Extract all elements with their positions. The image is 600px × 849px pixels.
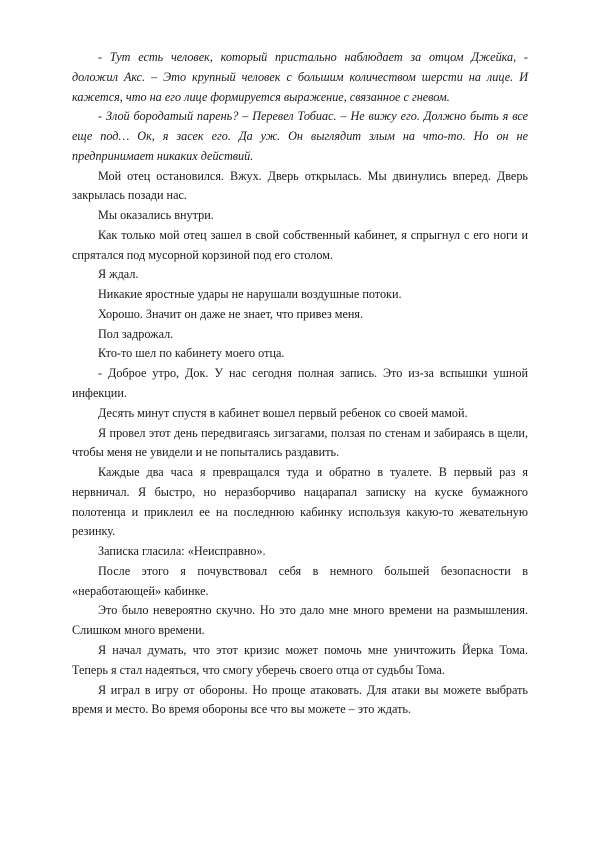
paragraph: Записка гласила: «Неисправно». bbox=[98, 544, 266, 559]
paragraph: Я начал думать, что этот кризис может помочь мне уничтожить Йерка Тома. Теперь я стал надеяться, что смогу уберечь своего отца от судьбы Тома. bbox=[72, 642, 528, 677]
paragraph: - Доброе утро, Док. У нас сегодня полная запись. Это из-за вспышки ушной инфекции. bbox=[72, 366, 528, 401]
paragraph: Я провел этот день передвигаясь зигзагами, ползая по стенам и забираясь в щели, чтобы меня не увидели и не попытались раздавить. bbox=[72, 425, 528, 460]
paragraph: Кто-то шел по кабинету моего отца. bbox=[98, 346, 285, 361]
paragraph: - Злой бородатый парень? – Перевел Тобиас. – Не вижу его. Должно быть я все еще под… Ок, я засек его. Да уж. Он выглядит злым на что-то. Но он не предпринимает никаких действий. bbox=[72, 109, 528, 163]
paragraph: Каждые два часа я превращался туда и обратно в туалете. В первый раз я нервничал. Я быстро, но неразборчиво нацарапал записку на куске бумажного полотенца и приклеил ее на последнюю кабинку используя какую-то жевательную резинку. bbox=[72, 465, 528, 539]
paragraph: Хорошо. Значит он даже не знает, что привез меня. bbox=[98, 306, 364, 321]
document-body bbox=[72, 48, 528, 720]
paragraph: Я играл в игру от обороны. Но проще атаковать. Для атаки вы можете выбрать время и место. Во время обороны все что вы можете – это ждать. bbox=[72, 682, 528, 717]
paragraph: Я ждал. bbox=[98, 267, 139, 282]
paragraph: Пол задрожал. bbox=[98, 326, 174, 341]
paragraph: Как только мой отец зашел в свой собственный кабинет, я спрыгнул с его ноги и спрятался под мусорной корзиной под его столом. bbox=[72, 227, 528, 262]
paragraph: Десять минут спустя в кабинет вошел первый ребенок со своей мамой. bbox=[98, 405, 468, 420]
paragraph: Это было невероятно скучно. Но это дало мне много времени на размышления. Слишком много времени. bbox=[72, 603, 528, 638]
paragraph: Никакие яростные удары не нарушали воздушные потоки. bbox=[98, 287, 402, 302]
paragraph: - Тут есть человек, который пристально наблюдает за отцом Джейка, - доложил Акс. – Это крупный человек с большим количеством шерсти на лице. И кажется, что на его лице формируется выражение, связанное с гневом. bbox=[72, 50, 528, 104]
paragraph: Мой отец остановился. Вжух. Дверь открылась. Мы двинулись вперед. Дверь закрылась позади нас. bbox=[72, 168, 528, 203]
paragraph: После этого я почувствовал себя в немного большей безопасности в «неработающей» кабинке. bbox=[72, 563, 528, 598]
paragraph: Мы оказались внутри. bbox=[98, 208, 214, 223]
